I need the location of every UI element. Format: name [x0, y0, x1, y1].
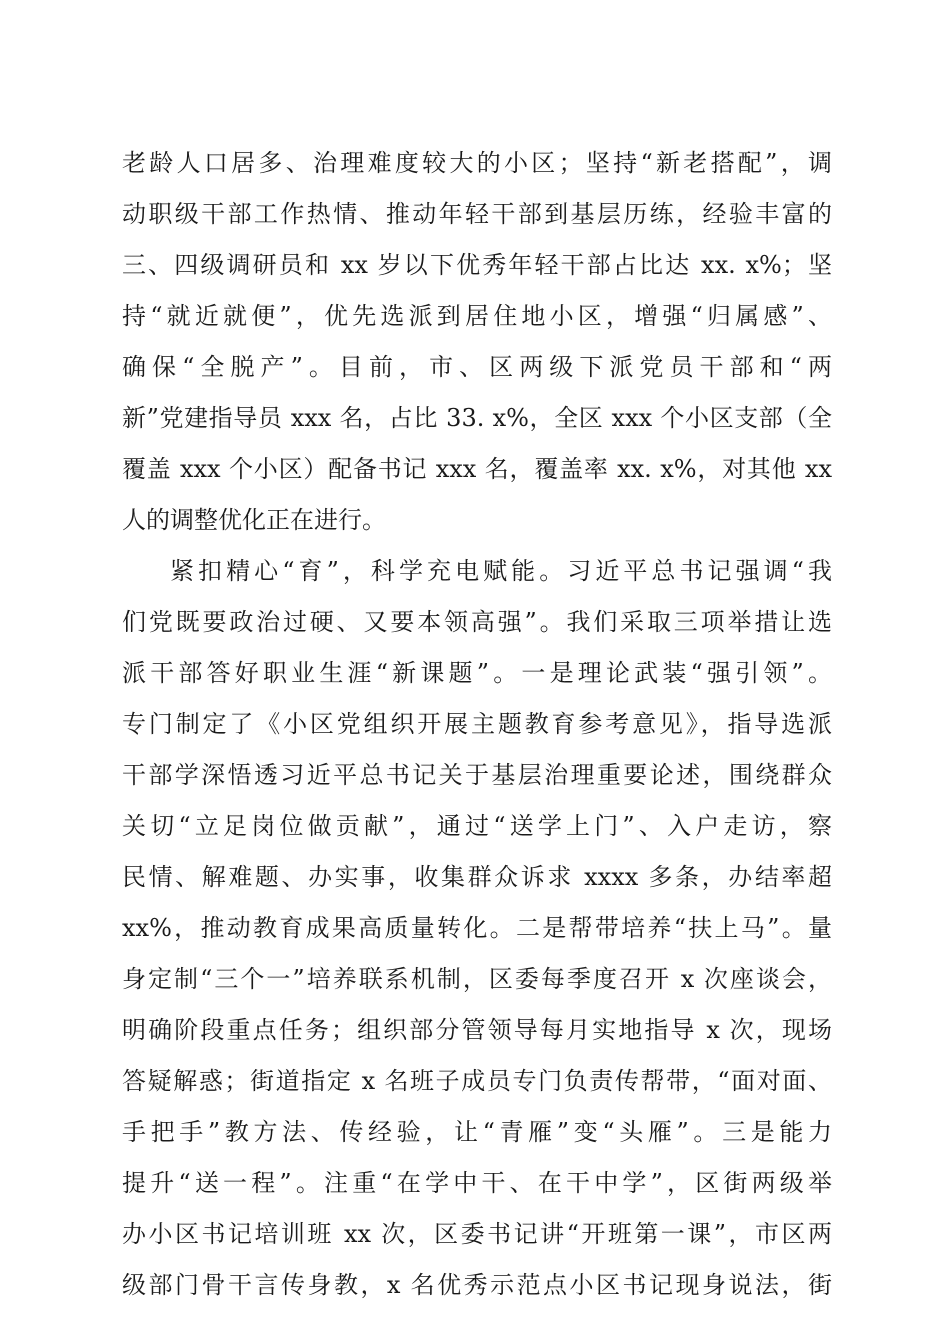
text-line: 们党既要政治过硬、又要本领高强”。我们采取三项举措让选: [122, 608, 832, 636]
paragraph-2: [122, 546, 832, 1311]
text-line: 覆盖 xxx 个小区）配备书记 xxx 名，覆盖率 xx. x%，对其他 xx: [122, 455, 832, 483]
text-line: 手把手”教方法、传经验，让“青雁”变“头雁”。三是能力: [122, 1118, 832, 1146]
text-line: 老龄人口居多、治理难度较大的小区；坚持“新老搭配”，调: [122, 149, 832, 177]
text-line: 派干部答好职业生涯“新课题”。一是理论武装“强引领”。: [122, 659, 832, 687]
text-line: 关切“立足岗位做贡献”，通过“送学上门”、入户走访，察: [122, 812, 832, 840]
text-line: 专门制定了《小区党组织开展主题教育参考意见》，指导选派: [122, 710, 832, 738]
text-line: 持“就近就便”，优先选派到居住地小区，增强“归属感”、: [122, 302, 832, 330]
text-line: 新”党建指导员 xxx 名，占比 33. x%，全区 xxx 个小区支部（全: [122, 404, 832, 432]
body-text: [122, 138, 832, 1311]
text-line: 提升“送一程”。注重“在学中干、在干中学”，区街两级举: [122, 1169, 832, 1197]
text-line: 干部学深悟透习近平总书记关于基层治理重要论述，围绕群众: [122, 761, 832, 789]
text-line: 办小区书记培训班 xx 次，区委书记讲“开班第一课”，市区两: [122, 1220, 832, 1248]
text-line: 身定制“三个一”培养联系机制，区委每季度召开 x 次座谈会，: [122, 965, 832, 993]
text-line: 人的调整优化正在进行。: [122, 506, 386, 534]
paragraph-1: [122, 138, 832, 546]
text-line: 动职级干部工作热情、推动年轻干部到基层历练，经验丰富的: [122, 200, 832, 228]
text-line: 级部门骨干言传身教，x 名优秀示范点小区书记现身说法，街: [122, 1271, 832, 1299]
text-line: 民情、解难题、办实事，收集群众诉求 xxxx 多条，办结率超: [122, 863, 832, 891]
text-line: 三、四级调研员和 xx 岁以下优秀年轻干部占比达 xx. x%；坚: [122, 251, 832, 279]
text-line: 确保“全脱产”。目前，市、区两级下派党员干部和“两: [122, 353, 832, 381]
text-line: 明确阶段重点任务；组织部分管领导每月实地指导 x 次，现场: [122, 1016, 832, 1044]
text-line: 紧扣精心“育”，科学充电赋能。习近平总书记强调“我: [170, 557, 832, 585]
text-line: xx%，推动教育成果高质量转化。二是帮带培养“扶上马”。量: [122, 914, 832, 942]
text-line: 答疑解惑；街道指定 x 名班子成员专门负责传帮带，“面对面、: [122, 1067, 832, 1095]
